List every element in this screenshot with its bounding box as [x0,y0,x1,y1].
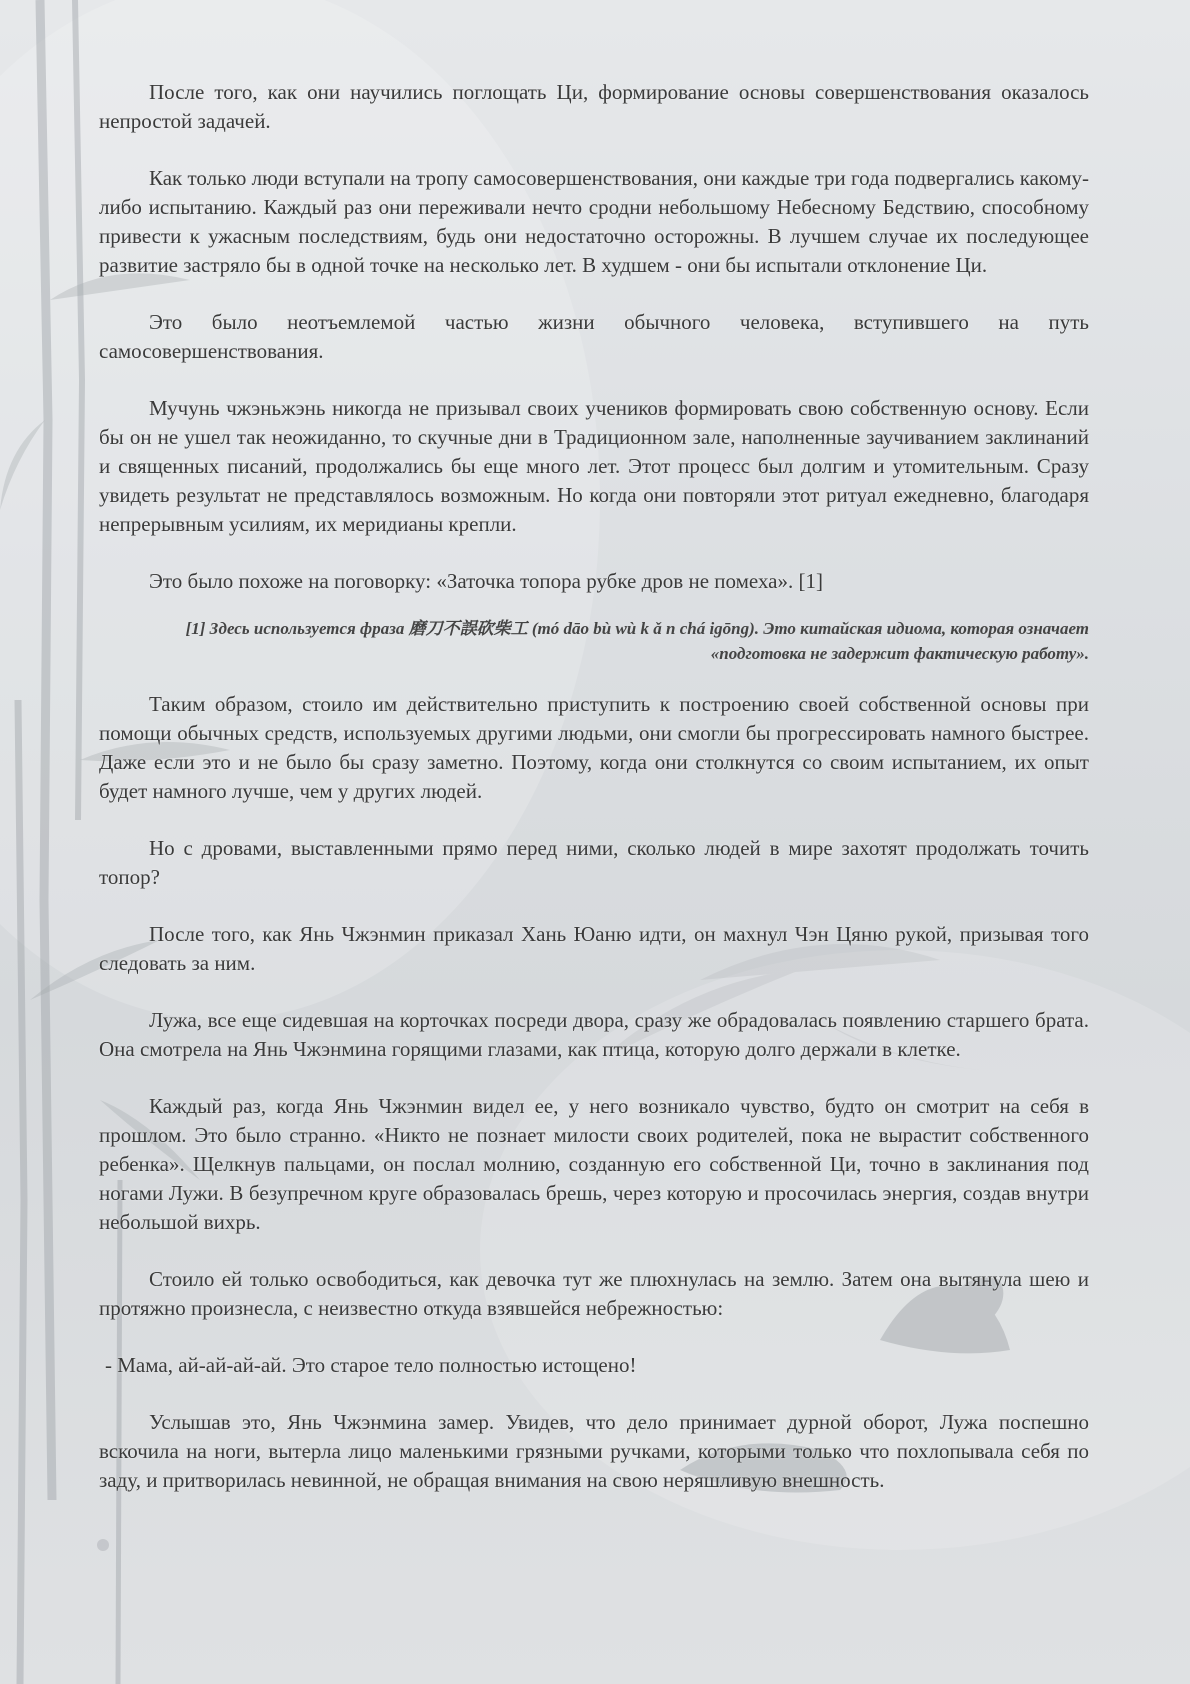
paragraph: После того, как Янь Чжэнмин приказал Хань Юаню идти, он махнул Чэн Цяню рукой, призывая того следовать за ним. [99,922,1089,975]
paragraph: Таким образом, стоило им действительно приступить к построению своей собственной основы при помощи обычных средств, используемых другими людьми, они смогли бы прогрессировать намного быстрее. Даже если это и не было бы сразу заметно. Поэтому, когда они столкнутся со своим испытанием, их опыт будет намного лучше, чем у других людей. [99,692,1089,803]
paragraph: Услышав это, Янь Чжэнмина замер. Увидев, что дело принимает дурной оборот, Лужа поспешно вскочила на ноги, вытерла лицо маленькими грязными ручками, которыми только что похлопывала себя по заду, и притворилась невинной, не обращая внимания на свою неряшливую внешность. [99,1410,1089,1492]
paragraph: Лужа, все еще сидевшая на корточках посреди двора, сразу же обрадовалась появлению старшего брата. Она смотрела на Янь Чжэнмина горящими глазами, как птица, которую долго держали в клетке. [99,1008,1089,1061]
paragraph: Каждый раз, когда Янь Чжэнмин видел ее, у него возникало чувство, будто он смотрит на себя в прошлом. Это было странно. «Никто не познает милости своих родителей, пока не вырастит собственного ребенка». Щелкнув пальцами, он послал молнию, созданную его собственной Ци, точно в заклинания под ногами Лужи. В безупречном круге образовалась брешь, через которую и просочилась энергия, создав внутри небольшой вихрь. [99,1094,1089,1234]
paragraph: После того, как они научились поглощать Ци, формирование основы совершенствования оказалось непростой задачей. [99,80,1089,133]
paragraph: Это было похоже на поговорку: «Заточка топора рубке дров не помеха». [1] [149,569,823,593]
paragraph: Это было неотъемлемой частью жизни обычного человека, вступившего на путь самосовершенствования. [99,310,1089,363]
page-body [99,78,1089,1523]
paragraph: Мучунь чжэньжэнь никогда не призывал своих учеников формировать свою собственную основу. Если бы он не ушел так неожиданно, то скучные дни в Традиционном зале, наполненные заучиванием заклинаний и священных писаний, продолжались бы еще много лет. Этот процесс был долгим и утомительным. Сразу увидеть результат не представлялось возможным. Но когда они повторяли этот ритуал ежедневно, благодаря непрерывным усилиям, их меридианы крепли. [99,396,1089,536]
paragraph: Но с дровами, выставленными прямо перед ними, сколько людей в мире захотят продолжать точить топор? [99,836,1089,889]
paragraph: Как только люди вступали на тропу самосовершенствования, они каждые три года подвергались какому-либо испытанию. Каждый раз они переживали нечто сродни небольшому Небесному Бедствию, способному привести к ужасным последствиям, будь они недостаточно осторожны. В лучшем случае их последующее развитие застряло бы в одной точке на несколько лет. В худшем - они бы испытали отклонение Ци. [99,166,1089,277]
footnote: [1] Здесь используется фраза 磨刀不誤砍柴工 (mó dāo bù wù k ǎ n chá igōng). Это китайская идиома, которая означает «подготовка не задержит фактическую работу». [185,619,1089,663]
dialogue-line: - Мама, ай-ай-ай-ай. Это старое тело полностью истощено! [105,1353,637,1377]
paragraph: Стоило ей только освободиться, как девочка тут же плюхнулась на землю. Затем она вытянула шею и протяжно произнесла, с неизвестно откуда взявшейся небрежностью: [99,1267,1089,1320]
